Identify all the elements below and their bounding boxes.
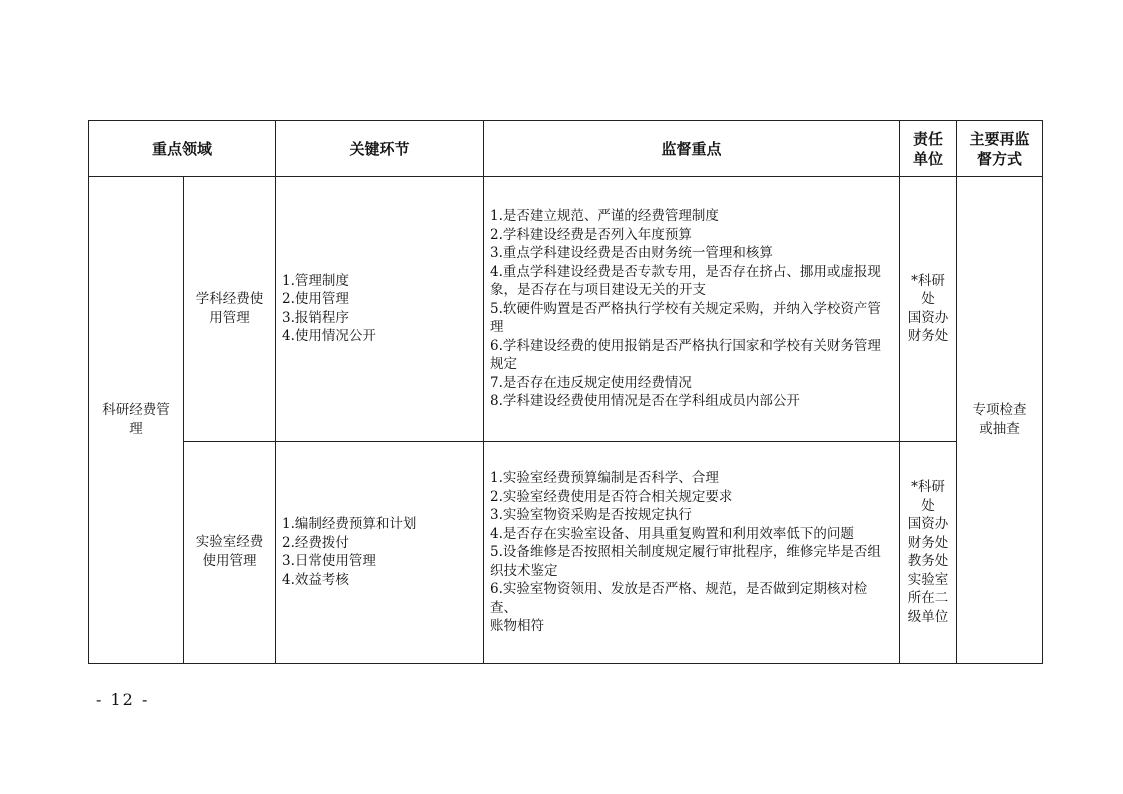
focus-line: 5.设备维修是否按照相关制度规定履行审批程序，维修完毕是否组 <box>490 544 881 561</box>
unit-line: 财务处 <box>907 534 949 551</box>
focus-line: 象，是否存在与项目建设无关的开支 <box>490 282 707 299</box>
header-unit-line: 单位 <box>913 149 944 168</box>
focus-line: 8.学科建设经费使用情况是否在学科组成员内部公开 <box>490 393 800 410</box>
focus-line: 6.实验室物资领用、发放是否严格、规范，是否做到定期核对检查、 <box>490 581 868 616</box>
focus-line: 2.实验室经费使用是否符合相关规定要求 <box>490 488 733 505</box>
sub-area-cell <box>184 441 276 663</box>
area-line: 理 <box>129 421 143 438</box>
unit-line: 财务处 <box>907 328 949 345</box>
page-number: - 12 - <box>96 690 150 709</box>
link-item: 3.报销程序 <box>282 309 349 326</box>
sub-area-line: 用管理 <box>209 309 250 326</box>
header-link: 关键环节 <box>276 121 484 177</box>
focus-line: 2.学科建设经费是否列入年度预算 <box>490 226 692 243</box>
focus-line: 3.实验室物资采购是否按规定执行 <box>490 507 692 524</box>
link-item: 1.编制经费预算和计划 <box>282 516 417 533</box>
focus-line: 账物相符 <box>490 618 545 635</box>
unit-cell <box>900 177 957 441</box>
table-row <box>89 441 1043 663</box>
focus-line: 1.实验室经费预算编制是否科学、合理 <box>490 470 719 487</box>
focus-line: 4.是否存在实验室设备、用具重复购置和利用效率低下的问题 <box>490 525 854 542</box>
link-cell <box>276 177 484 441</box>
focus-line: 规定 <box>490 356 518 373</box>
header-unit <box>900 121 957 177</box>
header-method-line: 督方式 <box>977 149 1023 168</box>
area-line: 科研经费管 <box>102 402 170 419</box>
sub-area-line: 实验室经费 <box>195 534 264 551</box>
header-method <box>957 121 1043 177</box>
unit-line: *科研 <box>911 479 945 496</box>
unit-line: 处 <box>921 291 935 308</box>
focus-line: 5.软硬件购置是否严格执行学校有关规定采购，并纳入学校资产管 <box>490 300 881 317</box>
sub-area-cell <box>184 177 276 441</box>
sub-area-line: 学科经费使 <box>195 290 264 307</box>
header-unit-line: 责任 <box>913 129 944 148</box>
unit-line: 国资办 <box>907 309 949 326</box>
focus-line: 6.学科建设经费的使用报销是否严格执行国家和学校有关财务管理 <box>490 337 881 354</box>
unit-line: 国资办 <box>907 516 949 533</box>
unit-line: 实验室 <box>907 571 949 588</box>
sub-area-line: 使用管理 <box>202 553 257 570</box>
header-focus: 监督重点 <box>484 121 900 177</box>
unit-cell <box>900 441 957 663</box>
focus-line: 织技术鉴定 <box>490 562 558 579</box>
header-method-line: 主要再监 <box>969 129 1030 148</box>
link-item: 2.使用管理 <box>282 291 349 308</box>
unit-line: 教务处 <box>907 553 949 570</box>
method-cell <box>957 177 1043 664</box>
header-area: 重点领域 <box>89 121 276 177</box>
link-cell <box>276 441 484 663</box>
focus-cell <box>484 441 900 663</box>
focus-line: 7.是否存在违反规定使用经费情况 <box>490 374 692 391</box>
method-line: 专项检查 <box>972 402 1027 419</box>
unit-line: 级单位 <box>907 608 949 625</box>
unit-line: 所在二 <box>907 590 949 607</box>
supervision-table <box>88 120 1043 664</box>
area-cell <box>89 177 184 664</box>
link-item: 3.日常使用管理 <box>282 553 376 570</box>
link-item: 4.使用情况公开 <box>282 328 376 345</box>
focus-cell <box>484 177 900 441</box>
link-item: 2.经费拨付 <box>282 534 349 551</box>
method-line: 或抽查 <box>979 421 1020 438</box>
table-row <box>89 177 1043 441</box>
link-item: 4.效益考核 <box>282 571 349 588</box>
focus-line: 理 <box>490 319 504 336</box>
unit-line: *科研 <box>911 272 945 289</box>
focus-line: 3.重点学科建设经费是否由财务统一管理和核算 <box>490 245 773 262</box>
unit-line: 处 <box>921 497 935 514</box>
focus-line: 1.是否建立规范、严谨的经费管理制度 <box>490 208 719 225</box>
focus-line: 4.重点学科建设经费是否专款专用，是否存在挤占、挪用或虚报现 <box>490 263 881 280</box>
link-item: 1.管理制度 <box>282 272 349 289</box>
table-header-row <box>89 121 1043 177</box>
